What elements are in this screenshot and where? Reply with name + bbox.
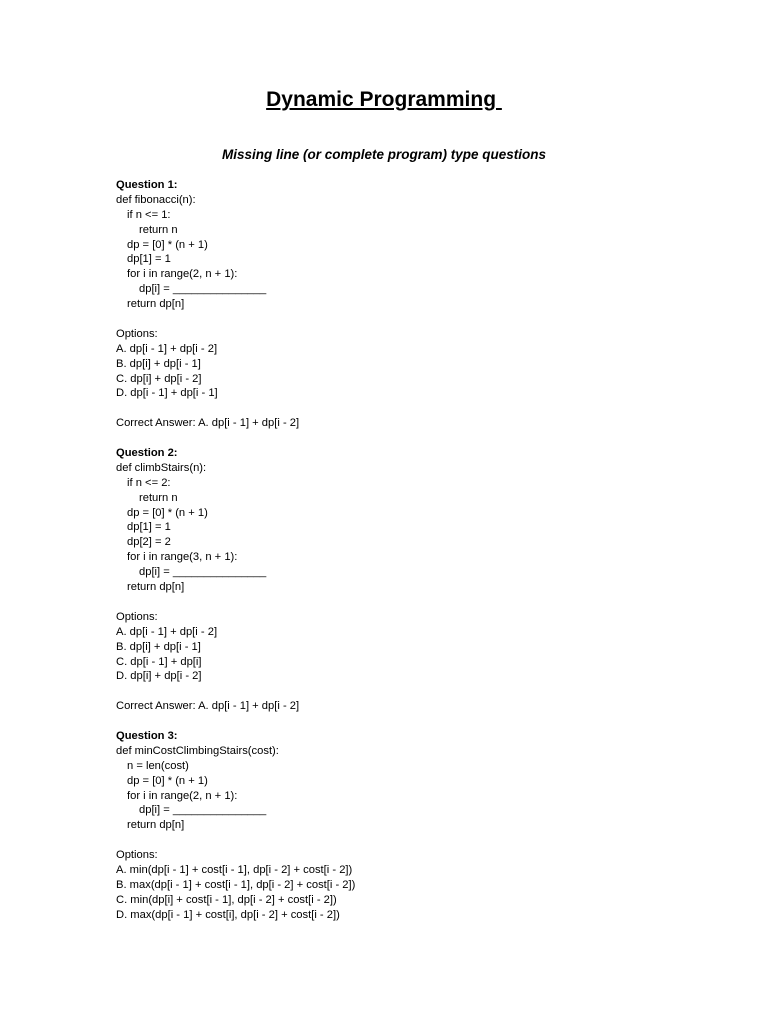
spacer: [116, 714, 736, 729]
code-line: dp[2] = 2: [127, 536, 171, 549]
option-item: A. dp[i - 1] + dp[i - 2]: [116, 625, 218, 638]
code-line: dp[i] = _______________: [139, 804, 267, 817]
document-subtitle: Missing line (or complete program) type questions: [221, 147, 547, 162]
code-line: dp[1] = 1: [127, 521, 171, 534]
option-item: C. min(dp[i] + cost[i - 1], dp[i - 2] + cost[i - 2]): [116, 893, 337, 906]
option-item: A. dp[i - 1] + dp[i - 2]: [116, 342, 218, 355]
question-block: [116, 178, 736, 446]
options-label: Options:: [116, 610, 158, 623]
code-line: dp = [0] * (n + 1): [127, 774, 208, 787]
code-line: if n <= 2:: [127, 476, 171, 489]
options-label: Options:: [116, 849, 158, 862]
code-line: return dp[n]: [127, 298, 185, 311]
option-item: D. dp[i] + dp[i - 2]: [116, 670, 202, 683]
option-item: B. dp[i] + dp[i - 1]: [116, 640, 201, 653]
code-line: dp = [0] * (n + 1): [127, 506, 208, 519]
code-line: def minCostClimbingStairs(cost):: [116, 744, 279, 757]
code-line: n = len(cost): [127, 759, 189, 772]
code-line: if n <= 1:: [127, 208, 171, 221]
question-block: [116, 446, 736, 729]
code-line: return dp[n]: [127, 819, 185, 832]
spacer: [116, 312, 736, 327]
question-heading: Question 1:: [116, 179, 178, 191]
document-title: Dynamic Programming: [266, 88, 502, 111]
options-label: Options:: [116, 327, 158, 340]
question-heading: Question 3:: [116, 729, 178, 742]
correct-answer: Correct Answer: A. dp[i - 1] + dp[i - 2]: [116, 417, 300, 430]
code-line: for i in range(2, n + 1):: [127, 268, 238, 281]
question-block: [116, 729, 736, 923]
option-item: D. dp[i - 1] + dp[i - 1]: [116, 387, 218, 400]
spacer: [116, 431, 736, 446]
spacer: [116, 595, 736, 610]
code-line: return n: [139, 223, 178, 236]
question-heading: Question 2:: [116, 447, 178, 460]
spacer: [116, 833, 736, 848]
spacer: [116, 401, 736, 416]
option-item: D. max(dp[i - 1] + cost[i], dp[i - 2] + cost[i - 2]): [116, 908, 340, 921]
code-line: return n: [139, 491, 178, 504]
code-line: for i in range(2, n + 1):: [127, 789, 238, 802]
questions-list: [116, 178, 736, 923]
option-item: A. min(dp[i - 1] + cost[i - 1], dp[i - 2] + cost[i - 2]): [116, 863, 353, 876]
code-line: dp[i] = _______________: [139, 283, 267, 296]
code-line: dp = [0] * (n + 1): [127, 238, 208, 251]
option-item: C. dp[i] + dp[i - 2]: [116, 372, 202, 385]
spacer: [116, 684, 736, 699]
option-item: C. dp[i - 1] + dp[i]: [116, 655, 202, 668]
code-line: for i in range(3, n + 1):: [127, 551, 238, 564]
code-line: return dp[n]: [127, 581, 185, 594]
code-line: def fibonacci(n):: [116, 193, 196, 206]
code-line: dp[1] = 1: [127, 253, 171, 266]
option-item: B. max(dp[i - 1] + cost[i - 1], dp[i - 2] + cost[i - 2]): [116, 878, 356, 891]
option-item: B. dp[i] + dp[i - 1]: [116, 357, 201, 370]
correct-answer: Correct Answer: A. dp[i - 1] + dp[i - 2]: [116, 700, 300, 713]
code-line: dp[i] = _______________: [139, 566, 267, 579]
code-line: def climbStairs(n):: [116, 461, 207, 474]
